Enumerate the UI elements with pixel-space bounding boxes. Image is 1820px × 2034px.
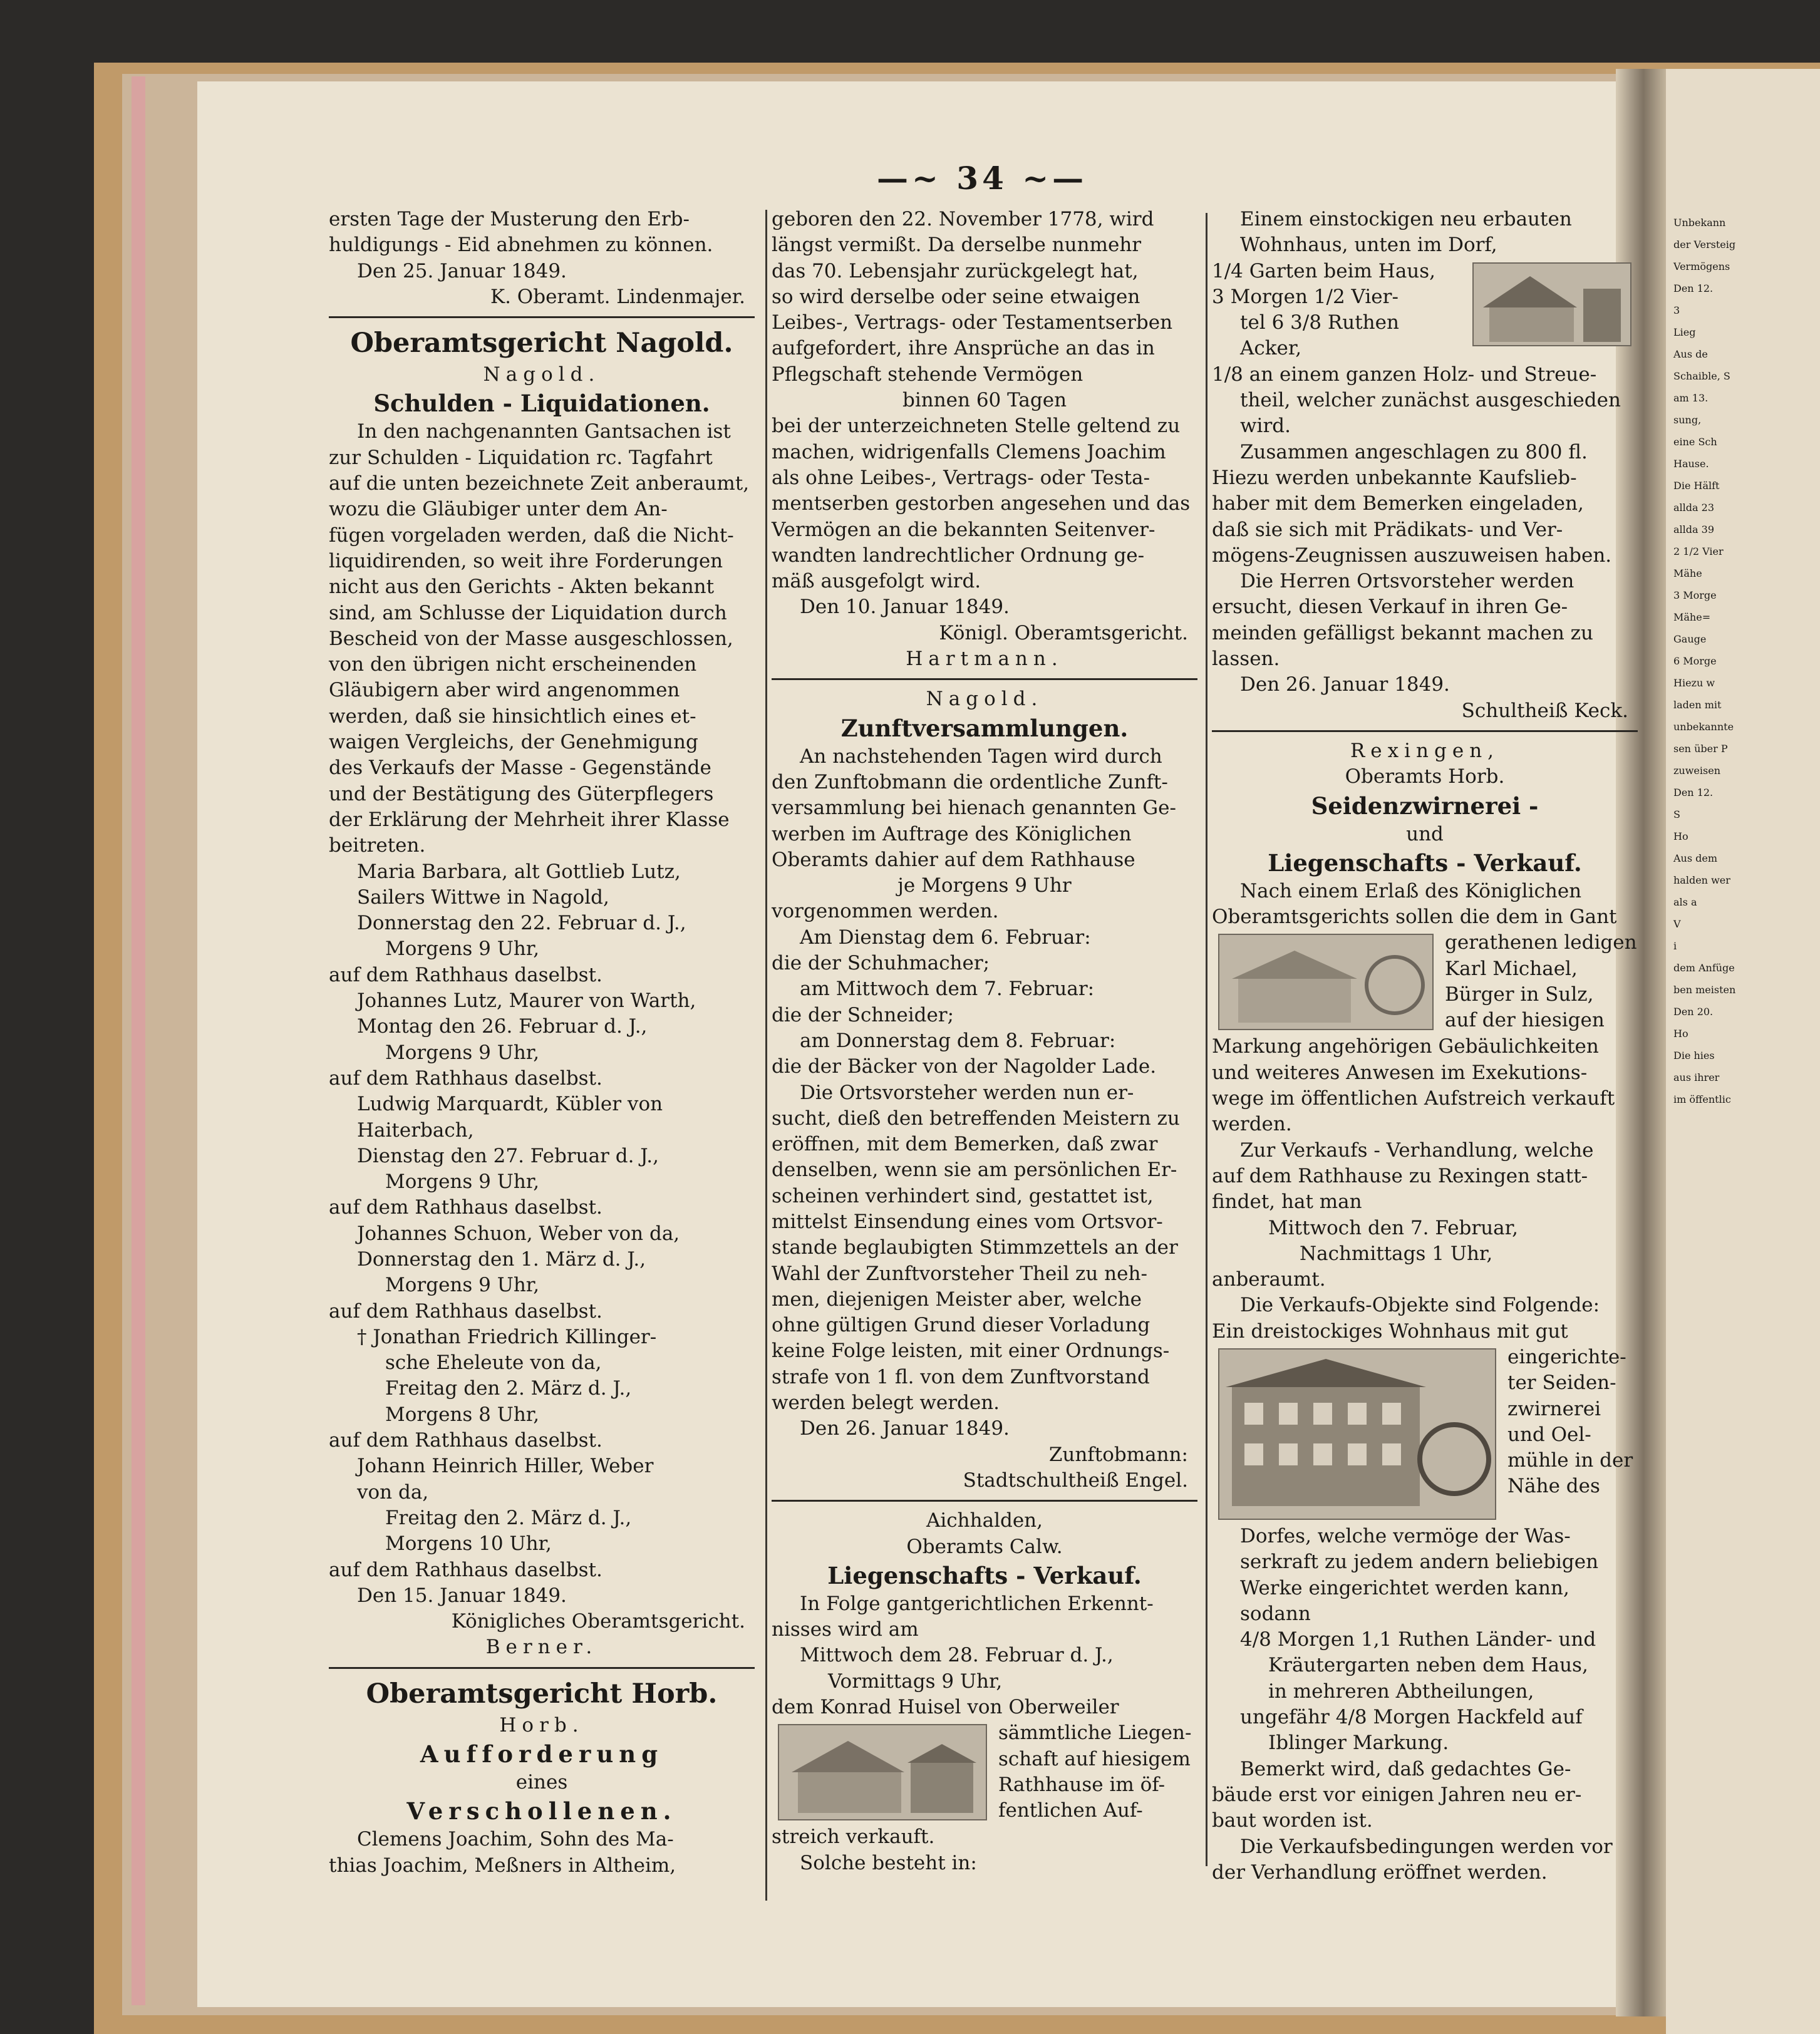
- text-line: liquidirenden, so weit ihre Forderungen: [329, 549, 723, 572]
- text-line: ter Seiden-: [1507, 1371, 1616, 1395]
- text-line: wege im öffentlichen Aufstreich verkauft: [1212, 1087, 1615, 1110]
- text-line: halden wer: [1673, 874, 1730, 886]
- text-line: 3 Morge: [1673, 589, 1717, 601]
- text-line: je Morgens 9 Uhr: [897, 874, 1072, 897]
- text-line: der Erklärung der Mehrheit ihrer Klasse: [329, 808, 730, 831]
- notice-heading: Verschollenen.: [406, 1797, 677, 1825]
- text-line: Lieg: [1673, 326, 1696, 338]
- text-line: Morgens 9 Uhr,: [385, 1170, 540, 1194]
- text-line: und weiteres Anwesen im Exekutions-: [1212, 1061, 1588, 1084]
- text-line: haber mit dem Bemerken eingeladen,: [1212, 492, 1584, 515]
- text-line: Den 26. Januar 1849.: [1240, 673, 1450, 696]
- text-line: Nachmittags 1 Uhr,: [1300, 1242, 1493, 1265]
- text-line: laden mit: [1673, 699, 1722, 711]
- text-line: Donnerstag den 1. März d. J.,: [357, 1247, 646, 1271]
- cottage-icon: [1474, 264, 1630, 345]
- text-line: scheinen verhindert sind, gestattet ist,: [772, 1184, 1154, 1207]
- text-line: und: [1406, 822, 1444, 845]
- text-line: zwirnerei: [1507, 1397, 1601, 1420]
- text-line: Den 15. Januar 1849.: [357, 1584, 567, 1607]
- text-line: aufgefordert, ihre Ansprüche an das in: [772, 337, 1155, 360]
- text-line: zur Schulden - Liquidation rc. Tagfahrt: [329, 446, 713, 469]
- text-line: mühle in der: [1507, 1449, 1633, 1472]
- text-line: Aus de: [1673, 348, 1708, 360]
- text-line: in mehreren Abtheilungen,: [1268, 1680, 1534, 1703]
- text-line: bei der unterzeichneten Stelle geltend zu: [772, 415, 1181, 438]
- place-name: Nagold.: [483, 363, 601, 386]
- signature: Schultheiß Keck.: [1461, 699, 1628, 722]
- text-line: nicht aus den Gerichts - Akten bekannt: [329, 576, 715, 599]
- text-line: Solche besteht in:: [800, 1851, 977, 1874]
- text-line: Vermögens: [1673, 261, 1730, 272]
- text-line: Zur Verkaufs - Verhandlung, welche: [1240, 1138, 1594, 1162]
- text-line: waigen Vergleichs, der Genehmigung: [329, 731, 698, 754]
- text-line: eines: [515, 1771, 568, 1794]
- text-line: ben meisten: [1673, 984, 1736, 996]
- text-line: am 13.: [1673, 392, 1709, 404]
- silk-mill-illustration: [1218, 1348, 1496, 1520]
- text-line: auf dem Rathhaus daselbst.: [329, 1299, 602, 1323]
- text-line: fentlichen Auf-: [998, 1799, 1143, 1822]
- text-line: Gauge: [1673, 633, 1707, 645]
- notice-heading: Zunftversammlungen.: [840, 714, 1129, 742]
- text-line: binnen 60 Tagen: [902, 389, 1067, 412]
- text-line: 1/4 Garten beim Haus,: [1212, 259, 1436, 282]
- text-line: Am Dienstag dem 6. Februar:: [800, 926, 1091, 949]
- text-line: sche Eheleute von da,: [385, 1351, 602, 1375]
- notice-heading: Schulden - Liquidationen.: [373, 390, 710, 418]
- text-line: Hiezu w: [1673, 677, 1715, 689]
- text-line: Schaible, S: [1673, 370, 1730, 382]
- text-line: † Jonathan Friedrich Killinger-: [357, 1325, 657, 1348]
- place-name: Rexingen,: [1350, 739, 1500, 762]
- text-line: theil, welcher zunächst ausgeschieden: [1240, 389, 1621, 412]
- text-line: mittelst Einsendung eines vom Ortsvor-: [772, 1210, 1163, 1233]
- text-line: Rathhause im öf-: [998, 1773, 1166, 1796]
- text-line: gerathenen ledigen: [1445, 931, 1637, 954]
- text-line: mögens-Zeugnissen auszuweisen haben.: [1212, 544, 1612, 567]
- text-line: In Folge gantgerichtlichen Erkennt-: [800, 1592, 1154, 1615]
- text-line: Ludwig Marquardt, Kübler von: [357, 1093, 663, 1116]
- text-line: meinden gefälligst bekannt machen zu: [1212, 621, 1593, 644]
- text-line: Den 10. Januar 1849.: [800, 596, 1010, 619]
- column-4: [1673, 207, 1820, 1115]
- text-line: die der Schneider;: [772, 1003, 954, 1026]
- text-line: als a: [1673, 896, 1697, 908]
- text-line: machen, widrigenfalls Clemens Joachim: [772, 440, 1166, 463]
- silk-mill-icon: [1219, 1350, 1495, 1519]
- text-line: auf dem Rathhaus daselbst.: [329, 1066, 602, 1090]
- text-line: Aus dem: [1673, 852, 1718, 864]
- text-line: Den 25. Januar 1849.: [357, 259, 567, 282]
- text-line: schaft auf hiesigem: [998, 1747, 1191, 1770]
- text-line: allda 23: [1673, 502, 1714, 514]
- text-line: das 70. Lebensjahr zurückgelegt hat,: [772, 259, 1139, 282]
- text-line: Donnerstag den 22. Februar d. J.,: [357, 912, 686, 935]
- page-number: —~ 34 ~—: [877, 160, 1088, 197]
- text-line: anberaumt.: [1212, 1268, 1326, 1291]
- signature-name: Berner.: [485, 1636, 598, 1659]
- text-line: Bescheid von der Masse ausgeschlossen,: [329, 627, 733, 650]
- text-line: auf dem Rathhaus daselbst.: [329, 1196, 602, 1219]
- next-page-fragment: [1666, 69, 1820, 2034]
- text-line: mentserben gestorben angesehen und das: [772, 492, 1191, 515]
- text-line: men, diejenigen Meister aber, welche: [772, 1288, 1142, 1311]
- place-name: Horb.: [499, 1713, 584, 1737]
- text-line: wird.: [1240, 415, 1291, 438]
- text-line: strafe von 1 fl. von dem Zunftvorstand: [772, 1365, 1150, 1388]
- text-line: tel 6 3/8 Ruthen: [1240, 311, 1399, 334]
- text-line: Den 20.: [1673, 1006, 1714, 1018]
- text-line: Ho: [1673, 830, 1688, 842]
- notice-heading: Aufforderung: [420, 1740, 664, 1768]
- text-line: fügen vorgeladen werden, daß die Nicht-: [329, 524, 734, 547]
- text-line: und Oel-: [1507, 1423, 1591, 1446]
- text-line: 4/8 Morgen 1,1 Ruthen Länder- und: [1240, 1628, 1596, 1651]
- text-line: sodann: [1240, 1602, 1311, 1625]
- text-line: von da,: [357, 1480, 429, 1504]
- text-line: Mittwoch dem 28. Februar d. J.,: [800, 1644, 1114, 1667]
- section-heading: Oberamtsgericht Nagold.: [350, 328, 733, 359]
- text-line: Karl Michael,: [1445, 957, 1578, 980]
- text-line: Iblinger Markung.: [1268, 1732, 1449, 1755]
- text-line: werden belegt werden.: [772, 1391, 1000, 1415]
- text-line: Maria Barbara, alt Gottlieb Lutz,: [357, 860, 681, 883]
- text-line: i: [1673, 940, 1677, 952]
- text-line: vorgenommen werden.: [772, 900, 999, 923]
- text-line: allda 39: [1673, 524, 1714, 535]
- text-line: auf der hiesigen: [1445, 1009, 1605, 1032]
- notice-body: [772, 207, 1197, 621]
- text-line: Johann Heinrich Hiller, Weber: [357, 1455, 654, 1478]
- text-line: stande beglaubigten Stimmzettels an der: [772, 1236, 1178, 1259]
- text-line: Dorfes, welche vermöge der Was-: [1240, 1524, 1571, 1547]
- text-line: 2 1/2 Vier: [1673, 545, 1724, 557]
- section-heading: Oberamtsgericht Horb.: [366, 1678, 718, 1710]
- text-line: den Zunftobmann die ordentliche Zunft-: [772, 770, 1168, 793]
- column-3: [1212, 207, 1638, 1886]
- text-line: dem Konrad Huisel von Oberweiler: [772, 1696, 1119, 1719]
- section-rule: [329, 1667, 755, 1669]
- text-line: Morgens 9 Uhr,: [385, 937, 540, 961]
- text-line: die der Schuhmacher;: [772, 952, 990, 975]
- text-line: und der Bestätigung des Güterpflegers: [329, 782, 714, 805]
- farmhouse-illustration: [778, 1724, 987, 1820]
- text-line: ohne gültigen Grund dieser Vorladung: [772, 1314, 1150, 1337]
- text-line: Hause.: [1673, 458, 1709, 470]
- text-line: eingerichte-: [1507, 1345, 1626, 1368]
- text-line: Pflegschaft stehende Vermögen: [772, 363, 1083, 386]
- text-line: wozu die Gläubiger unter dem An-: [329, 498, 668, 521]
- text-line: wandten landrechtlicher Ordnung ge-: [772, 544, 1145, 567]
- text-line: ersucht, diesen Verkauf in ihren Ge-: [1212, 596, 1568, 619]
- text-line: Morgens 9 Uhr,: [385, 1274, 540, 1297]
- text-line: am Mittwoch dem 7. Februar:: [800, 978, 1095, 1001]
- text-line: beitreten.: [329, 834, 426, 857]
- text-line: Kräutergarten neben dem Haus,: [1268, 1654, 1588, 1677]
- text-line: In den nachgenannten Gantsachen ist: [357, 420, 731, 443]
- place-name: Oberamts Calw.: [906, 1535, 1063, 1558]
- text-line: Die hies: [1673, 1050, 1715, 1061]
- text-line: eröffnen, mit dem Bemerken, daß zwar: [772, 1133, 1158, 1156]
- notice-body: [329, 419, 755, 859]
- text-line: von den übrigen nicht erscheinenden: [329, 653, 697, 676]
- text-line: Montag den 26. Februar d. J.,: [357, 1015, 648, 1038]
- text-line: baut worden ist.: [1212, 1809, 1373, 1832]
- text-line: längst vermißt. Da derselbe nunmehr: [772, 234, 1142, 257]
- text-line: Die Verkaufsbedingungen werden vor: [1240, 1835, 1613, 1858]
- text-line: unbekannte: [1673, 721, 1734, 733]
- text-line: serkraft zu jedem andern beliebigen: [1240, 1551, 1599, 1574]
- text-line: Mähe: [1673, 567, 1702, 579]
- text-line: Markung angehörigen Gebäulichkeiten: [1212, 1035, 1599, 1058]
- text-line: Morgens 10 Uhr,: [385, 1532, 552, 1556]
- text-line: denselben, wenn sie am persönlichen Er-: [772, 1159, 1177, 1182]
- text-line: Die Hälft: [1673, 480, 1720, 492]
- place-name: Oberamts Horb.: [1345, 765, 1505, 788]
- text-line: auf dem Rathhause zu Rexingen statt-: [1212, 1164, 1588, 1187]
- text-line: ersten Tage der Musterung den Erb-: [329, 208, 690, 230]
- text-line: werben im Auftrage des Königlichen: [772, 822, 1132, 845]
- notice-heading: Seidenzwirnerei -: [1311, 792, 1539, 820]
- text-line: dem Anfüge: [1673, 962, 1735, 974]
- text-line: die der Bäcker von der Nagolder Lade.: [772, 1055, 1157, 1078]
- text-line: auf dem Rathhaus daselbst.: [329, 963, 602, 986]
- text-line: sung,: [1673, 414, 1702, 426]
- place-name: Aichhalden,: [926, 1509, 1043, 1532]
- text-line: An nachstehenden Tagen wird durch: [800, 745, 1162, 768]
- text-line: Oberamtsgerichts sollen die dem in Gant: [1212, 906, 1617, 929]
- text-line: Wohnhaus, unten im Dorf,: [1240, 234, 1497, 257]
- text-line: Clemens Joachim, Sohn des Ma-: [357, 1828, 674, 1851]
- text-line: Wahl der Zunftvorsteher Theil zu neh-: [772, 1262, 1147, 1285]
- text-line: Den 12.: [1673, 787, 1714, 798]
- text-line: Bemerkt wird, daß gedachtes Ge-: [1240, 1757, 1571, 1780]
- text-line: am Donnerstag dem 8. Februar:: [800, 1029, 1116, 1052]
- text-line: 6 Morge: [1673, 655, 1717, 667]
- text-line: Bürger in Sulz,: [1445, 983, 1594, 1006]
- text-line: als ohne Leibes-, Vertrags- oder Testa-: [772, 466, 1150, 489]
- text-line: ungefähr 4/8 Morgen Hackfeld auf: [1240, 1706, 1583, 1729]
- text-line: eine Sch: [1673, 436, 1717, 448]
- farmhouse-icon: [779, 1725, 986, 1819]
- mill-sketch-illustration: [1218, 934, 1434, 1030]
- section-rule: [1212, 730, 1638, 732]
- text-line: sen über P: [1673, 743, 1728, 755]
- text-line: Johannes Lutz, Maurer von Warth,: [357, 989, 696, 1013]
- signature: Königl. Oberamtsgericht.: [939, 621, 1188, 644]
- text-line: der Verhandlung eröffnet werden.: [1212, 1861, 1548, 1884]
- text-line: auf die unten bezeichnete Zeit anberaumt,: [329, 472, 750, 495]
- text-line: sämmtliche Liegen-: [998, 1722, 1192, 1745]
- column-1: [329, 207, 755, 1879]
- text-line: werden, daß sie hinsichtlich eines et-: [329, 705, 696, 728]
- text-line: lassen.: [1212, 648, 1280, 671]
- text-line: zuweisen: [1673, 765, 1720, 777]
- text-line: auf dem Rathhaus daselbst.: [329, 1558, 602, 1581]
- column-divider-1: [765, 210, 767, 1901]
- text-line: Ein dreistockiges Wohnhaus mit gut: [1212, 1319, 1568, 1343]
- text-line: findet, hat man: [1212, 1190, 1362, 1214]
- text-line: sucht, dieß den betreffenden Meistern zu: [772, 1107, 1180, 1130]
- text-line: Sailers Wittwe in Nagold,: [357, 885, 609, 909]
- section-rule: [772, 678, 1197, 680]
- text-line: Nähe des: [1507, 1475, 1600, 1498]
- text-line: thias Joachim, Meßners in Altheim,: [329, 1854, 676, 1877]
- notice-body: [772, 744, 1197, 1442]
- column-2: [772, 207, 1197, 1876]
- column-divider-2: [1206, 213, 1207, 1866]
- text-line: Dienstag den 27. Februar d. J.,: [357, 1144, 659, 1167]
- text-line: Vermögen an die bekannten Seitenver-: [772, 518, 1156, 541]
- text-line: bäude erst vor einigen Jahren neu er-: [1212, 1783, 1582, 1806]
- text-line: Oberamts dahier auf dem Rathhause: [772, 848, 1135, 871]
- section-rule: [329, 316, 755, 318]
- text-line: 3 Morgen 1/2 Vier-: [1212, 285, 1399, 308]
- text-line: Die Ortsvorsteher werden nun er-: [800, 1081, 1134, 1104]
- text-line: 3: [1673, 304, 1680, 316]
- text-line: daß sie sich mit Prädikats- und Ver-: [1212, 518, 1563, 541]
- text-line: nisses wird am: [772, 1618, 919, 1641]
- text-line: Haiterbach,: [357, 1118, 474, 1142]
- text-line: Hiezu werden unbekannte Kaufslieb-: [1212, 466, 1577, 489]
- text-line: Ho: [1673, 1028, 1688, 1040]
- signature: Königliches Oberamtsgericht.: [451, 1610, 745, 1633]
- text-line: Leibes-, Vertrags- oder Testamentserben: [772, 311, 1173, 334]
- text-line: Vormittags 9 Uhr,: [828, 1670, 1003, 1693]
- text-line: S: [1673, 808, 1680, 820]
- text-line: Den 26. Januar 1849.: [800, 1417, 1010, 1440]
- mill-sketch-icon: [1219, 935, 1432, 1029]
- signature: Zunftobmann:: [1048, 1443, 1188, 1466]
- text-line: Acker,: [1240, 337, 1302, 360]
- text-line: Mittwoch den 7. Februar,: [1268, 1216, 1518, 1239]
- signature-name: Hartmann.: [906, 648, 1063, 671]
- text-line: sind, am Schlusse der Liquidation durch: [329, 601, 727, 624]
- text-line: Freitag den 2. März d. J.,: [385, 1506, 632, 1529]
- text-line: Morgens 8 Uhr,: [385, 1403, 540, 1426]
- notice-heading: Liegenschafts - Verkauf.: [827, 1561, 1142, 1589]
- text-line: Die Herren Ortsvorsteher werden: [1240, 570, 1574, 593]
- text-line: der Versteig: [1673, 239, 1736, 250]
- signature-name: Stadtschultheiß Engel.: [963, 1469, 1188, 1492]
- text-line: streich verkauft.: [772, 1825, 935, 1849]
- signature: K. Oberamt. Lindenmajer.: [490, 285, 745, 308]
- text-line: 1/8 an einem ganzen Holz- und Streue-: [1212, 363, 1597, 386]
- page-edge-strip: [132, 76, 145, 2005]
- section-rule: [772, 1500, 1197, 1502]
- text-line: huldigungs - Eid abnehmen zu können.: [329, 234, 713, 257]
- place-name: Nagold.: [926, 688, 1043, 711]
- text-line: des Verkaufs der Masse - Gegenstände: [329, 756, 711, 780]
- text-line: keine Folge leisten, mit einer Ordnungs-: [772, 1340, 1170, 1363]
- text-line: Johannes Schuon, Weber von da,: [357, 1222, 680, 1245]
- text-line: Freitag den 2. März d. J.,: [385, 1377, 632, 1400]
- text-line: mäß ausgefolgt wird.: [772, 570, 981, 593]
- text-line: Nach einem Erlaß des Königlichen: [1240, 879, 1582, 902]
- text-line: Zusammen angeschlagen zu 800 fl.: [1240, 440, 1588, 463]
- text-line: im öffentlic: [1673, 1093, 1731, 1105]
- notice-heading: Liegenschafts - Verkauf.: [1268, 849, 1582, 877]
- text-line: aus ihrer: [1673, 1071, 1720, 1083]
- text-line: Mähe=: [1673, 611, 1711, 623]
- debtor-list: [329, 859, 755, 1609]
- text-line: Den 12.: [1673, 282, 1714, 294]
- text-line: werden.: [1212, 1113, 1292, 1136]
- text-line: auf dem Rathhaus daselbst.: [329, 1429, 602, 1452]
- text-line: so wird derselbe oder seine etwaigen: [772, 285, 1140, 308]
- text-line: Morgens 9 Uhr,: [385, 1041, 540, 1064]
- text-line: Die Verkaufs-Objekte sind Folgende:: [1240, 1294, 1600, 1317]
- text-line: Werke eingerichtet werden kann,: [1240, 1576, 1569, 1599]
- text-line: Gläubigern aber wird angenommen: [329, 679, 680, 702]
- text-line: versammlung bei hienach genannten Ge-: [772, 797, 1176, 820]
- text-line: geboren den 22. November 1778, wird: [772, 208, 1154, 230]
- text-line: Einem einstockigen neu erbauten: [1240, 208, 1572, 230]
- cottage-illustration: [1472, 262, 1631, 346]
- text-line: V: [1673, 918, 1681, 930]
- text-line: Unbekann: [1673, 217, 1726, 229]
